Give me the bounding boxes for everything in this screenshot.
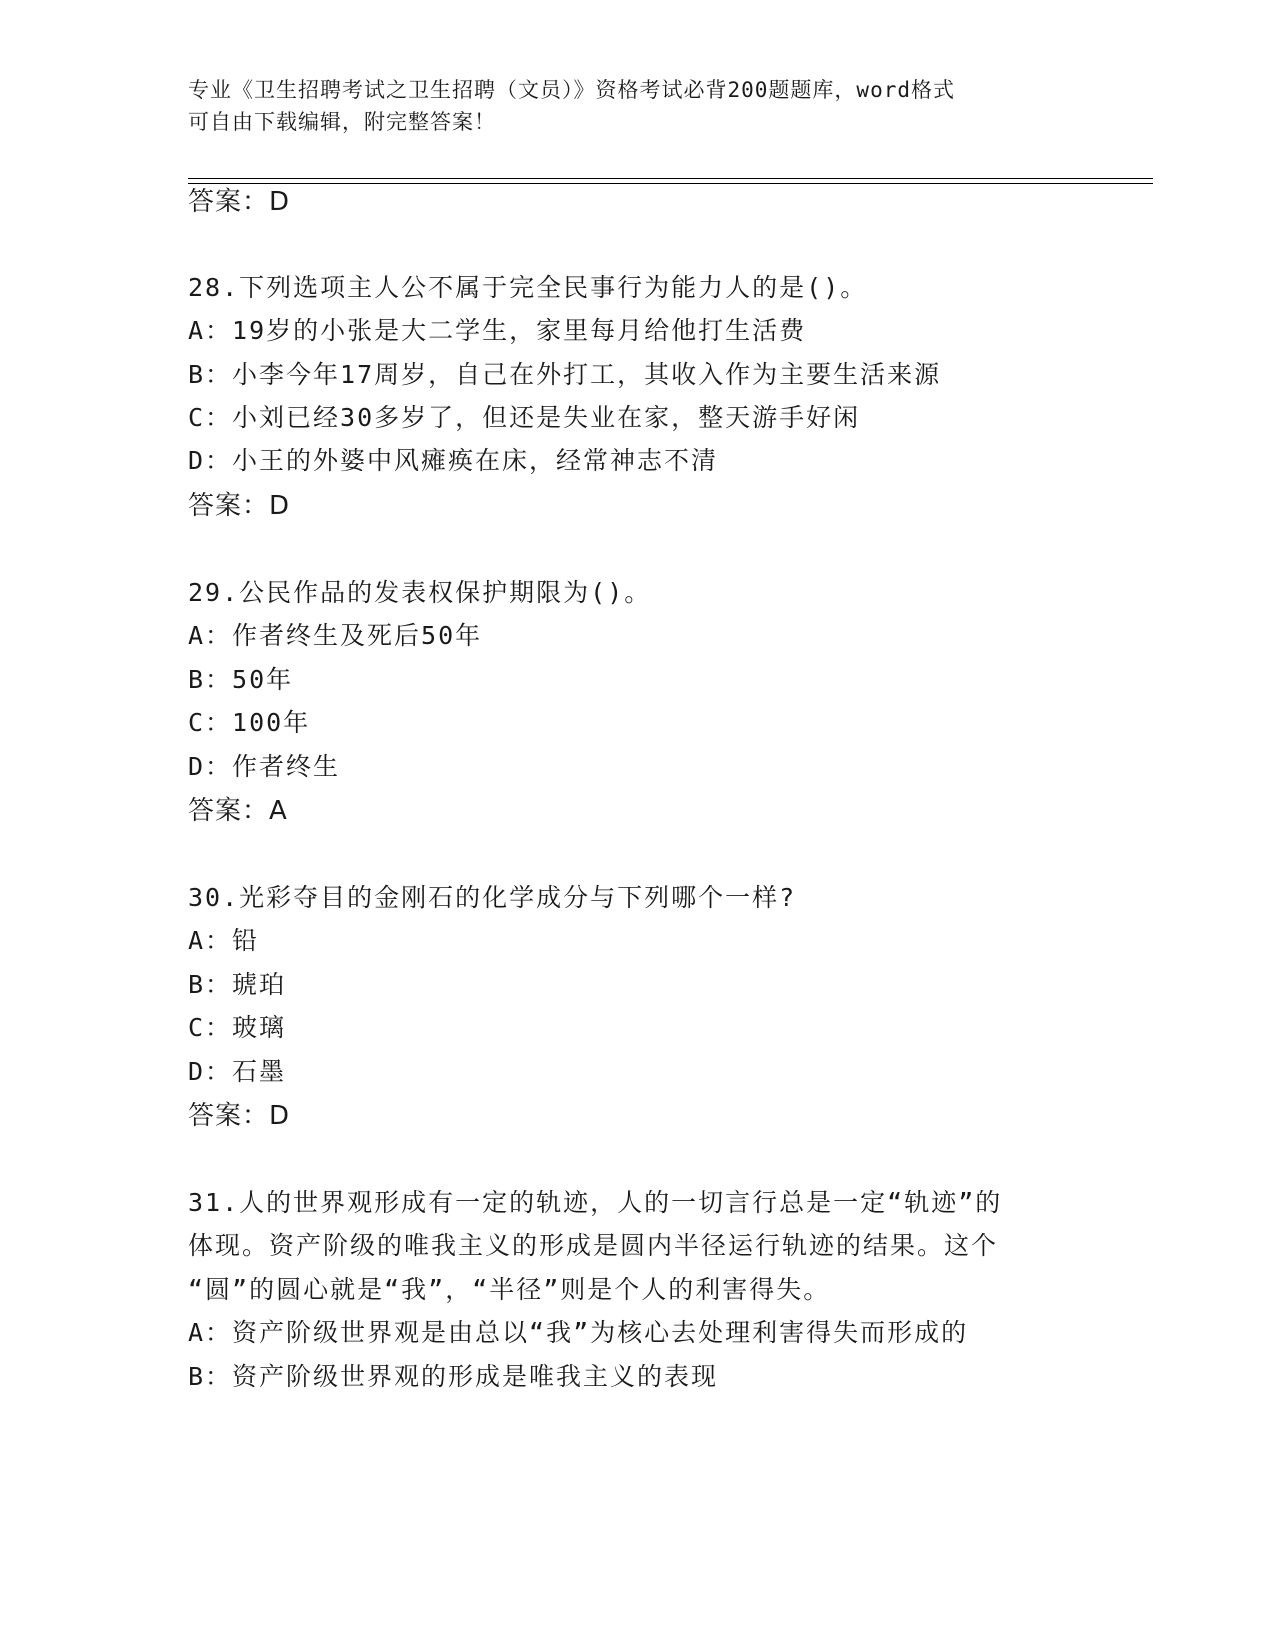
header-divider-top (188, 178, 1153, 179)
option-b: B：资产阶级世界观的形成是唯我主义的表现 (188, 1362, 719, 1391)
option-a: A：作者终生及死后50年 (188, 621, 483, 650)
option-c: C：小刘已经30多岁了，但还是失业在家，整天游手好闲 (188, 403, 861, 432)
option-a: A：铅 (188, 926, 260, 955)
document-header (188, 74, 1088, 138)
option-d: D：作者终生 (188, 752, 341, 781)
option-a: A：资产阶级世界观是由总以“我”为核心去处理利害得失而形成的 (188, 1318, 969, 1347)
question-stem-line-1: 31.人的世界观形成有一定的轨迹，人的一切言行总是一定“轨迹”的 (188, 1188, 1003, 1217)
option-b: B：50年 (188, 665, 294, 694)
option-d: D：小王的外婆中风瘫痪在床，经常神志不清 (188, 446, 719, 475)
header-divider-bottom (188, 183, 1153, 184)
question-stem: 30.光彩夺目的金刚石的化学成分与下列哪个一样? (188, 883, 797, 912)
option-c: C：玻璃 (188, 1013, 287, 1042)
answer-label: 答案：D (188, 491, 291, 521)
option-b: B：琥珀 (188, 970, 287, 999)
question-stem-line-3: “圆”的圆心就是“我”，“半径”则是个人的利害得失。 (188, 1275, 831, 1304)
option-b: B：小李今年17周岁，自己在外打工，其收入作为主要生活来源 (188, 360, 942, 389)
question-stem: 28.下列选项主人公不属于完全民事行为能力人的是()。 (188, 273, 868, 302)
answer-label: 答案：D (188, 187, 291, 217)
question-stem-line-2: 体现。资产阶级的唯我主义的形成是圆内半径运行轨迹的结果。这个 (188, 1231, 999, 1260)
header-title-line-2: 可自由下载编辑，附完整答案！ (188, 110, 496, 134)
header-title-line-1: 专业《卫生招聘考试之卫生招聘（文员）》资格考试必背200题题库，word格式 (188, 78, 955, 102)
option-a: A：19岁的小张是大二学生，家里每月给他打生活费 (188, 316, 807, 345)
answer-label: 答案：D (188, 1101, 291, 1131)
option-c: C：100年 (188, 708, 311, 737)
answer-label: 答案：A (188, 796, 288, 826)
option-d: D：石墨 (188, 1057, 287, 1086)
question-stem: 29.公民作品的发表权保护期限为()。 (188, 578, 652, 607)
